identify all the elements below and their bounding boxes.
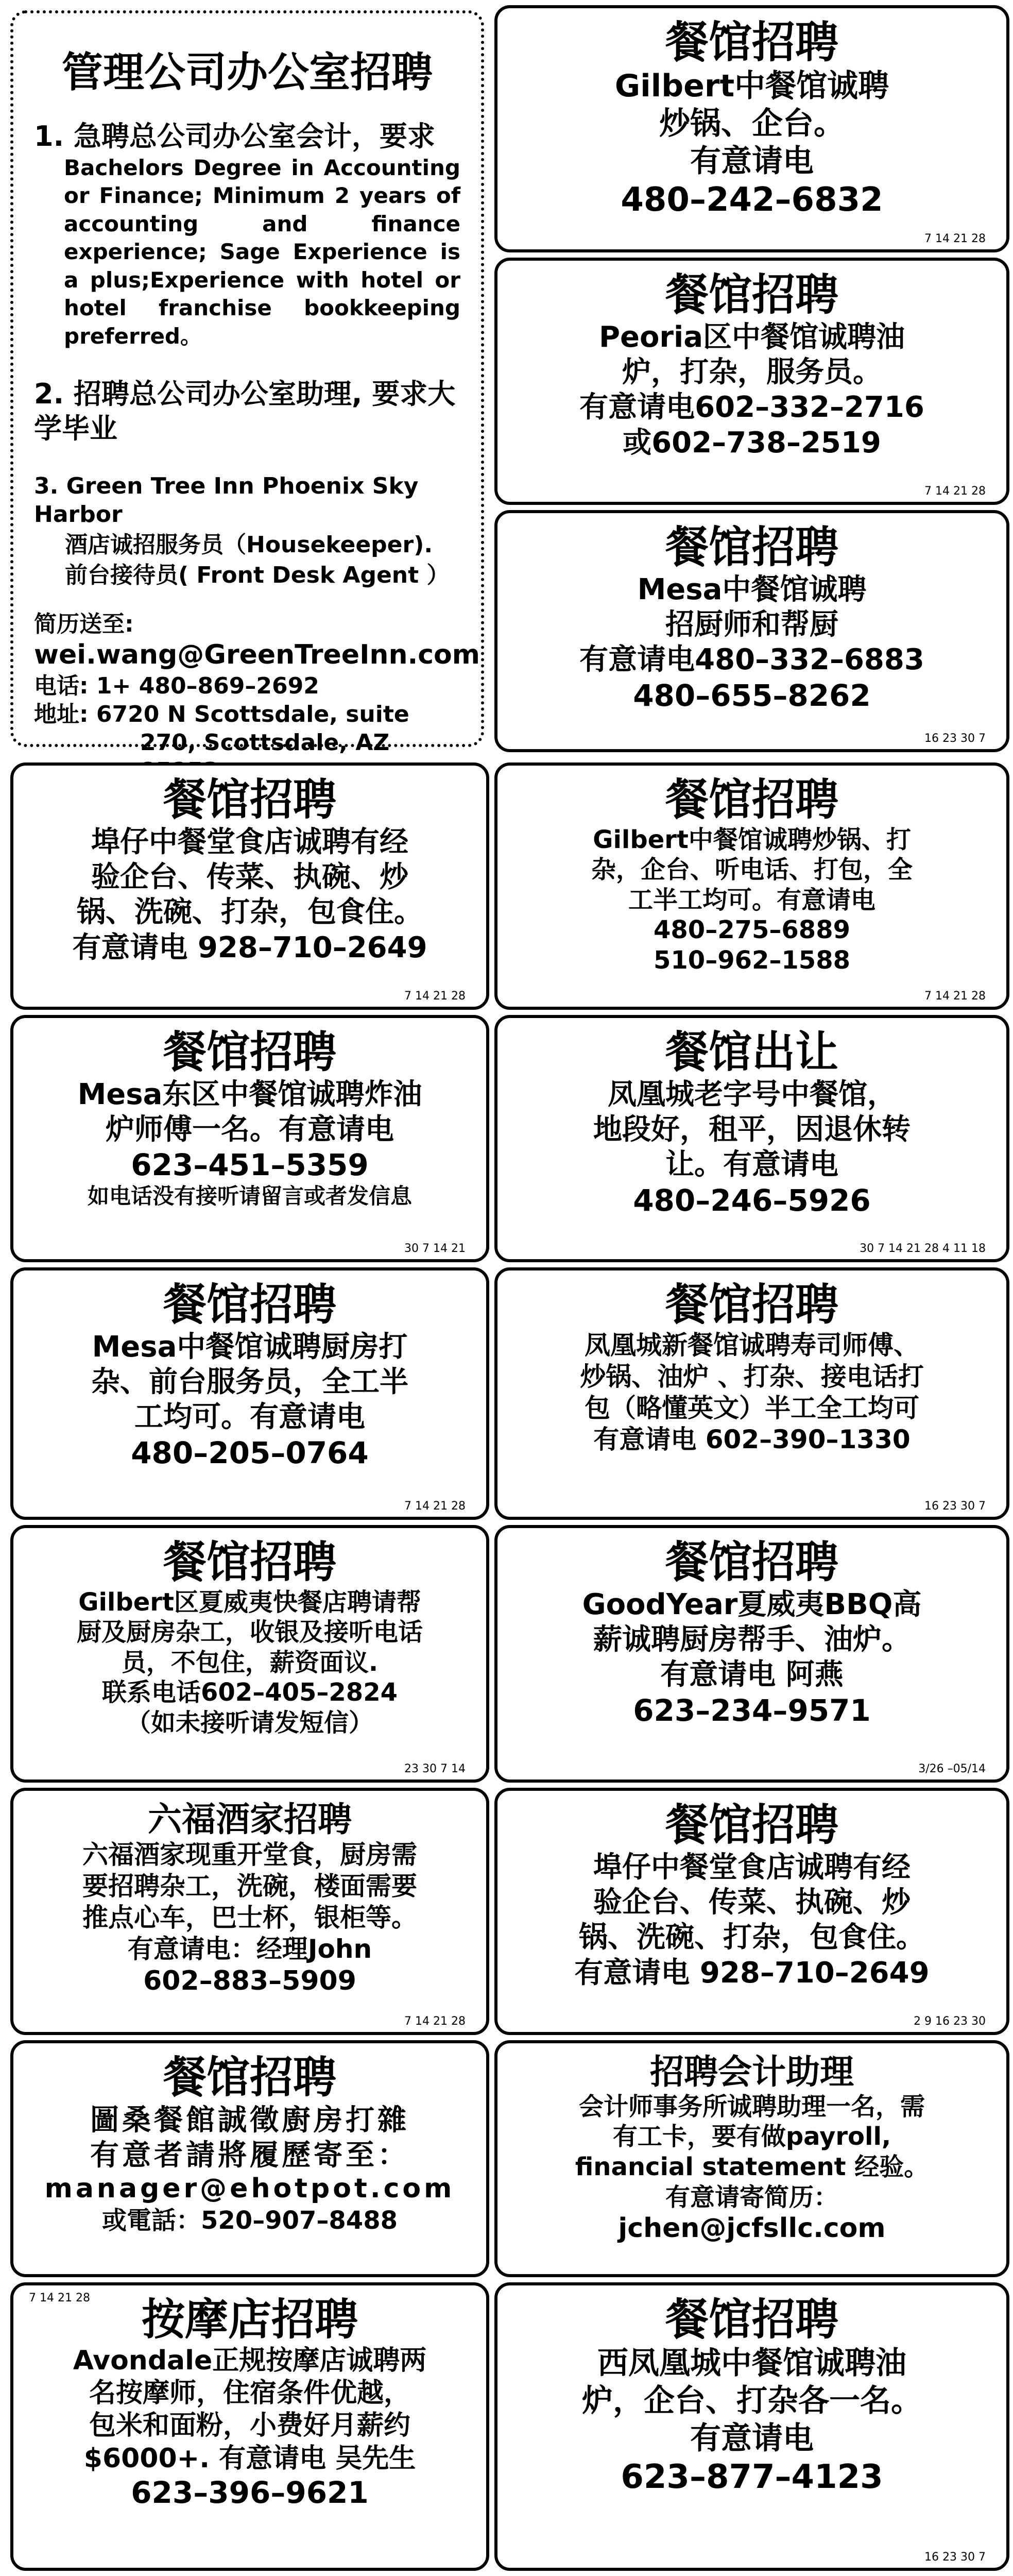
ad-line: 有意请电：经理John [127, 1934, 372, 1964]
ad-title: 餐馆招聘 [163, 1537, 336, 1587]
ad-line: Gilbert区夏威夷快餐店聘请帮 [78, 1587, 421, 1617]
ad-restaurant-for-sale [494, 1015, 1009, 1262]
ad-title: 餐馆招聘 [163, 1027, 336, 1077]
ad-text [497, 572, 1006, 678]
ad-mesa-restaurant [494, 510, 1009, 752]
ad-title: 管理公司办公室招聘 [62, 48, 433, 96]
ad-note: 如电话没有接听请留言或者发信息 [87, 1183, 412, 1209]
job-item-2: 2. 招聘总公司办公室助理, 要求大学毕业 [34, 377, 456, 445]
ad-title: 餐馆招聘 [163, 2052, 336, 2103]
address-line-2: 270, Scottsdale, AZ [140, 729, 390, 756]
issue-code: 23 30 7 14 [404, 1762, 466, 1775]
ad-line: 有意请寄简历： [665, 2182, 838, 2212]
phone-number: 623–234–9571 [633, 1692, 871, 1728]
ad-line: 地段好，租平，因退休转 [593, 1112, 911, 1146]
job-item-3-line1: 3. Green Tree Inn Phoenix Sky Harbor [34, 472, 419, 528]
ad-line: 炉，打杂，服务员。 [622, 355, 882, 389]
ad-line: 名按摩师，住宿条件优越， [89, 2378, 410, 2409]
ad-peoria-restaurant [494, 258, 1009, 505]
issue-code: 30 7 14 21 [404, 1242, 466, 1255]
ad-line: 有意请电480–332–6883 [579, 643, 924, 677]
ad-line: 有意请电 阿燕 [660, 1658, 844, 1692]
ad-lucky-restaurant [10, 1788, 489, 2035]
ad-title: 餐馆招聘 [665, 1800, 838, 1850]
ad-line: $6000+. 有意请电 吴先生 [83, 2443, 416, 2474]
job-item-1: 1. 急聘总公司办公室会计，要求 [34, 120, 435, 152]
ad-line: 员，不包住，薪资面议. [121, 1648, 379, 1677]
phone-number: 623–451–5359 [131, 1147, 369, 1183]
ad-title: 餐馆出让 [665, 1027, 838, 1077]
ad-line: 或602–738–2519 [623, 426, 881, 460]
ad-line: Mesa中餐馆诚聘 [637, 572, 867, 606]
ad-line: financial statement 经验。 [575, 2152, 929, 2181]
ad-line: 480–275–6889 [654, 916, 850, 945]
ad-line: 凤凰城老字号中餐馆， [608, 1077, 896, 1111]
issue-code: 16 23 30 7 [924, 2551, 986, 2564]
ad-title: 餐馆招聘 [665, 269, 838, 320]
phone-number: 623–877–4123 [621, 2458, 883, 2497]
ad-text [13, 825, 486, 965]
ad-gilbert-hawaiian [10, 1525, 489, 1783]
ad-text [497, 1587, 1006, 1693]
ad-text [497, 1077, 1006, 1183]
ad-line: 会计师事务所诚聘助理一名，需 [578, 2092, 925, 2121]
ad-line: 厨及厨房杂工，收银及接听电话 [76, 1618, 423, 1647]
ad-line: Gilbert中餐馆诚聘 [614, 67, 889, 104]
issue-code: 7 14 21 28 [924, 232, 986, 245]
ad-line: 包（略懂英文）半工全工均可 [585, 1393, 919, 1423]
ad-line: 锅、洗碗、打杂，包食住。 [77, 895, 423, 929]
issue-code: 7 14 21 28 [404, 990, 466, 1003]
issue-code: 7 14 21 28 [404, 1500, 466, 1513]
issue-code: 7 14 21 28 [924, 990, 986, 1003]
ad-text [497, 320, 1006, 461]
issue-code: 16 23 30 7 [924, 732, 986, 745]
office-recruitment-ad [10, 10, 484, 756]
ad-massage-shop [10, 2282, 489, 2571]
ad-line: 招厨师和帮厨 [665, 607, 838, 641]
ad-gilbert-restaurant-2 [494, 762, 1009, 1010]
ad-line: 推点心车，巴士杯，银柜等。 [82, 1902, 417, 1933]
resume-label: 简历送至: [34, 611, 134, 637]
ad-line: 510–962–1588 [654, 945, 850, 975]
ad-title: 餐馆招聘 [665, 2294, 838, 2345]
ad-title: 招聘会计助理 [650, 2052, 854, 2092]
phone-number: 或電話：520–907–8488 [102, 2206, 398, 2235]
ad-line: 工均可。有意请电 [134, 1400, 365, 1434]
phone-number: 480–205–0764 [131, 1435, 369, 1470]
ad-line: 包米和面粉，小费好月薪约 [89, 2410, 410, 2442]
ad-line: 有工卡，要有做payroll, [612, 2122, 891, 2151]
ad-buzai-restaurant [10, 762, 489, 1010]
job-item-3-line3: 前台接待员( Front Desk Agent ） [65, 562, 450, 588]
ad-line: 炒锅、油炉 、打杂、接电话打 [580, 1361, 924, 1392]
ad-text [497, 2092, 1006, 2212]
ad-title: 六福酒家招聘 [148, 1800, 352, 1839]
phone-number: 623–396–9621 [131, 2475, 369, 2511]
ad-text [13, 2103, 486, 2173]
ad-title: 餐馆招聘 [665, 1537, 838, 1587]
ad-title: 按摩店招聘 [141, 2294, 358, 2345]
phone-number: 480–246–5926 [633, 1182, 871, 1218]
phone-number: 602–883–5909 [143, 1965, 356, 1996]
issue-code: 7 14 21 28 [29, 2292, 90, 2304]
address-line-1: 地址: 6720 N Scottsdale, suite [34, 701, 409, 727]
issue-code: 16 23 30 7 [924, 1500, 986, 1513]
issue-code: 2 9 16 23 30 [914, 2015, 986, 2028]
email-link[interactable]: manager@ehotpot.com [44, 2173, 455, 2205]
ad-line: 薪诚聘厨房帮手、油炉。 [593, 1622, 911, 1656]
issue-code: 30 7 14 21 28 4 11 18 [860, 1242, 986, 1255]
ad-title: 餐馆招聘 [665, 17, 838, 67]
ad-goodyear-bbq [494, 1525, 1009, 1783]
ad-line: 有意请电 928–710–2649 [574, 1956, 930, 1990]
phone-number: 480–242–6832 [621, 181, 883, 219]
ad-text [13, 1077, 486, 1148]
ad-text [497, 825, 1006, 976]
ad-line: Mesa东区中餐馆诚聘炸油 [77, 1077, 422, 1111]
ad-buzai-restaurant-2 [494, 1788, 1009, 2035]
ad-line: Avondale正规按摩店诚聘两 [73, 2345, 427, 2376]
ad-title: 餐馆招聘 [163, 774, 336, 825]
ad-text [497, 1330, 1006, 1455]
ad-line: Peoria区中餐馆诚聘油 [598, 320, 905, 354]
ad-line: 六福酒家现重开堂食，厨房需 [82, 1839, 417, 1870]
ad-line: 有意请电 602–390–1330 [593, 1424, 911, 1454]
ad-title: 餐馆招聘 [163, 1279, 336, 1330]
ad-line: 圖桑餐館誠徵廚房打雜 [90, 2103, 409, 2137]
job-item-3-line2: 酒店诚招服务员（Housekeeper). [65, 531, 433, 558]
ad-tucson-restaurant [10, 2040, 489, 2277]
ad-text [497, 67, 1006, 181]
ad-line: 炉师傅一名。有意请电 [106, 1112, 394, 1146]
issue-code: 3/26 –05/14 [918, 1762, 986, 1775]
ad-gilbert-restaurant [494, 5, 1009, 252]
ad-line: 锅、洗碗、打杂，包食住。 [579, 1921, 925, 1955]
issue-code: 7 14 21 28 [924, 485, 986, 498]
ad-line: 要招聘杂工，洗碗，楼面需要 [82, 1871, 417, 1901]
ad-line: Gilbert中餐馆诚聘炒锅、打 [593, 825, 911, 854]
ad-line: 有意者請將履歷寄至： [90, 2138, 409, 2172]
ad-west-phoenix-restaurant [494, 2282, 1009, 2571]
ad-line: 炉，企台、打杂各一名。 [582, 2382, 922, 2419]
ad-text [497, 1850, 1006, 1991]
ad-line: 埠仔中餐堂食店诚聘有经 [593, 1850, 911, 1884]
ad-line: 杂，企台、听电话、打包，全 [591, 855, 913, 885]
ad-line: 有意请电 [690, 2420, 814, 2456]
ad-line: 埠仔中餐堂食店诚聘有经 [91, 825, 408, 859]
ad-line: 验企台、传菜、执碗、炒 [593, 1885, 911, 1919]
ad-text [13, 1330, 486, 1435]
ad-line: 西凤凰城中餐馆诚聘油 [597, 2345, 906, 2381]
ad-line: 验企台、传菜、执碗、炒 [91, 860, 408, 894]
ad-title: 餐馆招聘 [665, 522, 838, 572]
ad-text [13, 1587, 486, 1738]
ad-line: 让。有意请电 [665, 1148, 838, 1182]
ad-text [13, 1839, 486, 1965]
phone-number: 480–655–8262 [633, 677, 871, 713]
email-link[interactable]: wei.wang@GreenTreeInn.com [34, 639, 480, 670]
ad-accounting-assistant [494, 2040, 1009, 2277]
ad-text [13, 2345, 486, 2476]
ad-title: 餐馆招聘 [665, 774, 838, 825]
ad-line: 炒锅、企台。 [659, 105, 845, 142]
phone-number: 电话: 1+ 480–869–2692 [34, 672, 319, 699]
ad-text [497, 2345, 1006, 2458]
contact-block [34, 610, 480, 785]
ad-line: 有意请电 [690, 143, 814, 179]
ad-line: Mesa中餐馆诚聘厨房打 [92, 1330, 408, 1364]
ad-line: GoodYear夏威夷BBQ高 [582, 1587, 922, 1621]
ad-line: 有意请电602–332–2716 [579, 391, 924, 425]
ad-line: 杂、前台服务员，全工半 [91, 1365, 408, 1399]
job-item-1-requirements: Bachelors Degree in Accounting or Finance; Minimum 2 years of accounting and finance experience; Sage Experience is a plus;Experience with hotel or hotel franchise bookkeeping preferred。 [64, 155, 460, 349]
ad-line: 工半工均可。有意请电 [628, 885, 875, 914]
ad-phoenix-new-restaurant [494, 1267, 1009, 1520]
issue-code: 7 14 21 28 [404, 2015, 466, 2028]
ad-line: （如未接听请发短信） [126, 1708, 373, 1737]
email-link[interactable]: jchen@jcfsllc.com [618, 2213, 886, 2244]
ad-line: 联系电话602–405–2824 [102, 1678, 398, 1707]
ad-line: 凤凰城新餐馆诚聘寿司师傅、 [585, 1330, 919, 1360]
ad-line: 有意请电 928–710–2649 [72, 930, 427, 964]
ad-title: 餐馆招聘 [665, 1279, 838, 1330]
ad-mesa-restaurant-2 [10, 1267, 489, 1520]
ad-mesa-east-restaurant [10, 1015, 489, 1262]
